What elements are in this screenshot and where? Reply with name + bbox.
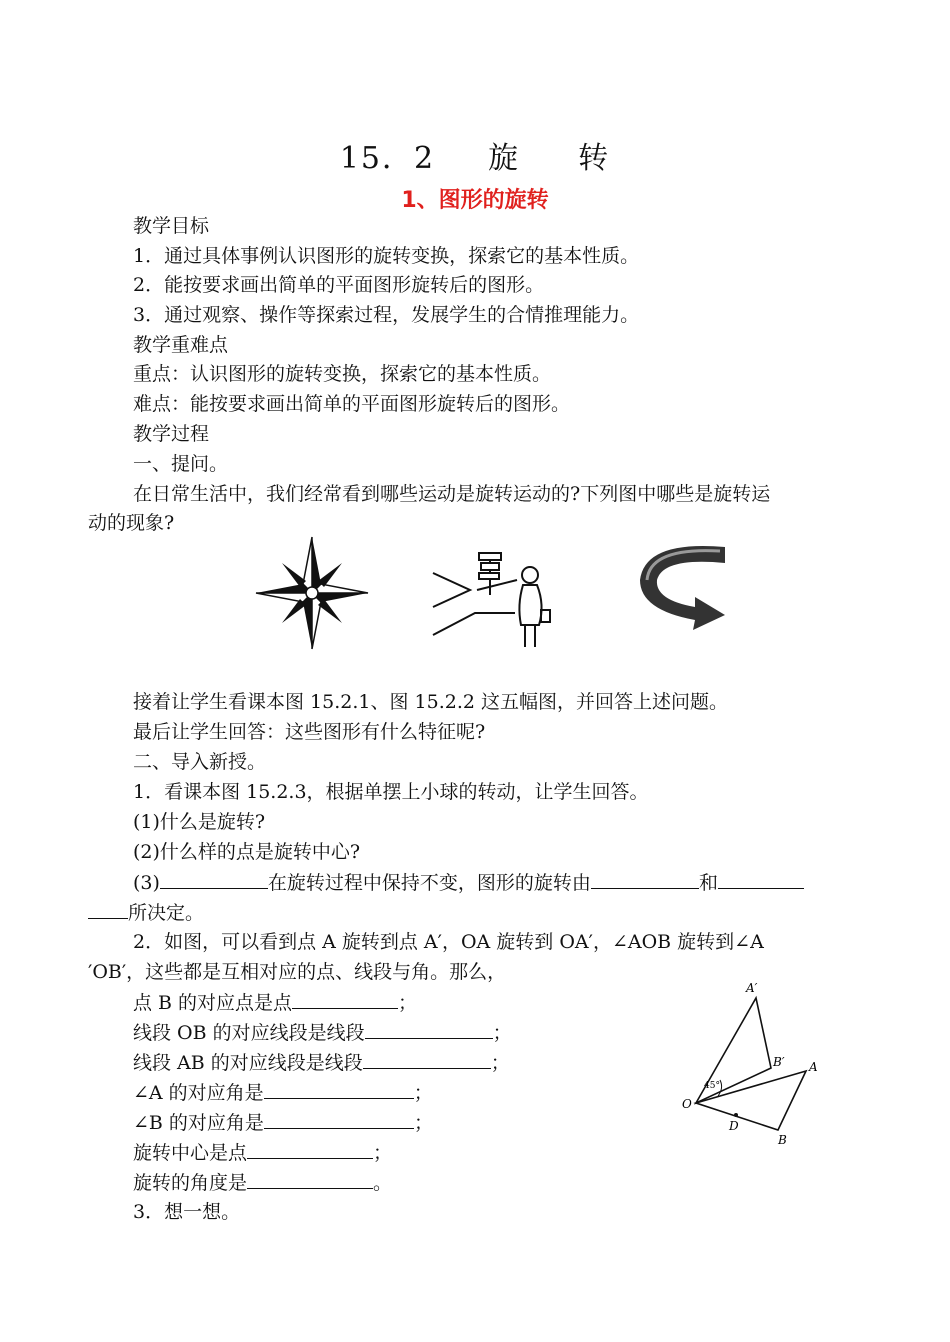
- title-number: 15．2: [339, 141, 436, 176]
- label-a-prime: A′: [746, 981, 758, 995]
- answer-blank[interactable]: [247, 1170, 373, 1189]
- page-title: [0, 133, 950, 177]
- title-char-2: 转: [578, 141, 611, 176]
- goal-2: 2．能按要求画出简单的平面图形旋转后的图形。: [133, 274, 545, 296]
- sub-question-3-cont: 所决定。: [88, 900, 204, 925]
- goals-heading: 教学目标: [133, 215, 210, 237]
- fill-question-3: 线段 AB 的对应线段是线段 ；: [133, 1052, 510, 1074]
- goal-1: 1．通过具体事例认识图形的旋转变换，探索它的基本性质。: [133, 245, 640, 267]
- point-d: [734, 1113, 738, 1117]
- answer-blank[interactable]: [160, 870, 268, 889]
- answer-blank[interactable]: [247, 1140, 373, 1159]
- after-figure-2: 最后让学生回答：这些图形有什么特征呢?: [133, 721, 486, 743]
- item-3: 3．想一想。: [133, 1201, 241, 1223]
- rotation-examples-figure: [255, 535, 735, 655]
- sub-question-1: (1)什么是旋转?: [133, 811, 266, 833]
- curved-arrow-image: [640, 546, 725, 630]
- item-2-line-1: 2．如图，可以看到点 A 旋转到点 A′，OA 旋转到 OA′，∠AOB 旋转到∠A: [133, 931, 764, 953]
- item-1: 1．看课本图 15.2.3，根据单摆上小球的转动，让学生回答。: [133, 781, 649, 803]
- label-b: B: [778, 1133, 787, 1147]
- item-2-line-2: ′OB′，这些都是互相对应的点、线段与角。那么，: [88, 961, 507, 983]
- fill-question-2: 线段 OB 的对应线段是线段 ；: [133, 1022, 512, 1044]
- title-char-1: 旋: [488, 141, 521, 176]
- process-heading: 教学过程: [133, 423, 210, 445]
- section-subtitle: 1、图形的旋转: [401, 188, 549, 213]
- original-triangle: [696, 1071, 806, 1130]
- difficult-point: 难点：能按要求画出简单的平面图形旋转后的图形。: [133, 393, 571, 415]
- answer-blank[interactable]: [365, 1020, 493, 1039]
- fill-question-7: 旋转的角度是 。: [133, 1172, 393, 1194]
- answer-blank[interactable]: [718, 870, 804, 889]
- section-1-heading: 一、提问。: [133, 453, 229, 475]
- question-line-1: 在日常生活中，我们经常看到哪些运动是旋转运动的?下列图中哪些是旋转运: [133, 483, 771, 505]
- answer-blank[interactable]: [363, 1050, 491, 1069]
- sub-question-2: (2)什么样的点是旋转中心?: [133, 841, 361, 863]
- label-b-prime: B′: [773, 1055, 785, 1069]
- goal-3: 3．通过观察、操作等探索过程，发展学生的合情推理能力。: [133, 304, 640, 326]
- answer-blank[interactable]: [292, 990, 398, 1009]
- fill-question-5: ∠B 的对应角是 ；: [133, 1112, 433, 1134]
- question-line-2: 动的现象?: [88, 512, 175, 534]
- signpost-person-image: [433, 553, 550, 647]
- section-2-heading: 二、导入新授。: [133, 751, 267, 773]
- answer-blank[interactable]: [264, 1110, 414, 1129]
- label-d: D: [729, 1119, 739, 1133]
- key-heading: 教学重难点: [133, 334, 229, 356]
- fill-question-6: 旋转中心是点 ；: [133, 1142, 393, 1164]
- answer-blank[interactable]: [88, 900, 128, 919]
- answer-blank[interactable]: [591, 870, 699, 889]
- sub-question-3: (3) 在旋转过程中保持不变，图形的旋转由 和: [133, 870, 804, 895]
- compass-star-image: [256, 537, 368, 649]
- fill-question-1: 点 B 的对应点是点 ；: [133, 992, 418, 1014]
- fill-question-4: ∠A 的对应角是 ；: [133, 1082, 433, 1104]
- after-figure-1: 接着让学生看课本图 15.2.1、图 15.2.2 这五幅图，并回答上述问题。: [133, 691, 728, 713]
- label-angle: 45°: [704, 1081, 720, 1091]
- answer-blank[interactable]: [264, 1080, 414, 1099]
- label-o: O: [682, 1097, 692, 1111]
- key-point: 重点：认识图形的旋转变换，探索它的基本性质。: [133, 363, 552, 385]
- rotation-triangle-diagram: [676, 978, 826, 1148]
- label-a: A: [809, 1060, 818, 1074]
